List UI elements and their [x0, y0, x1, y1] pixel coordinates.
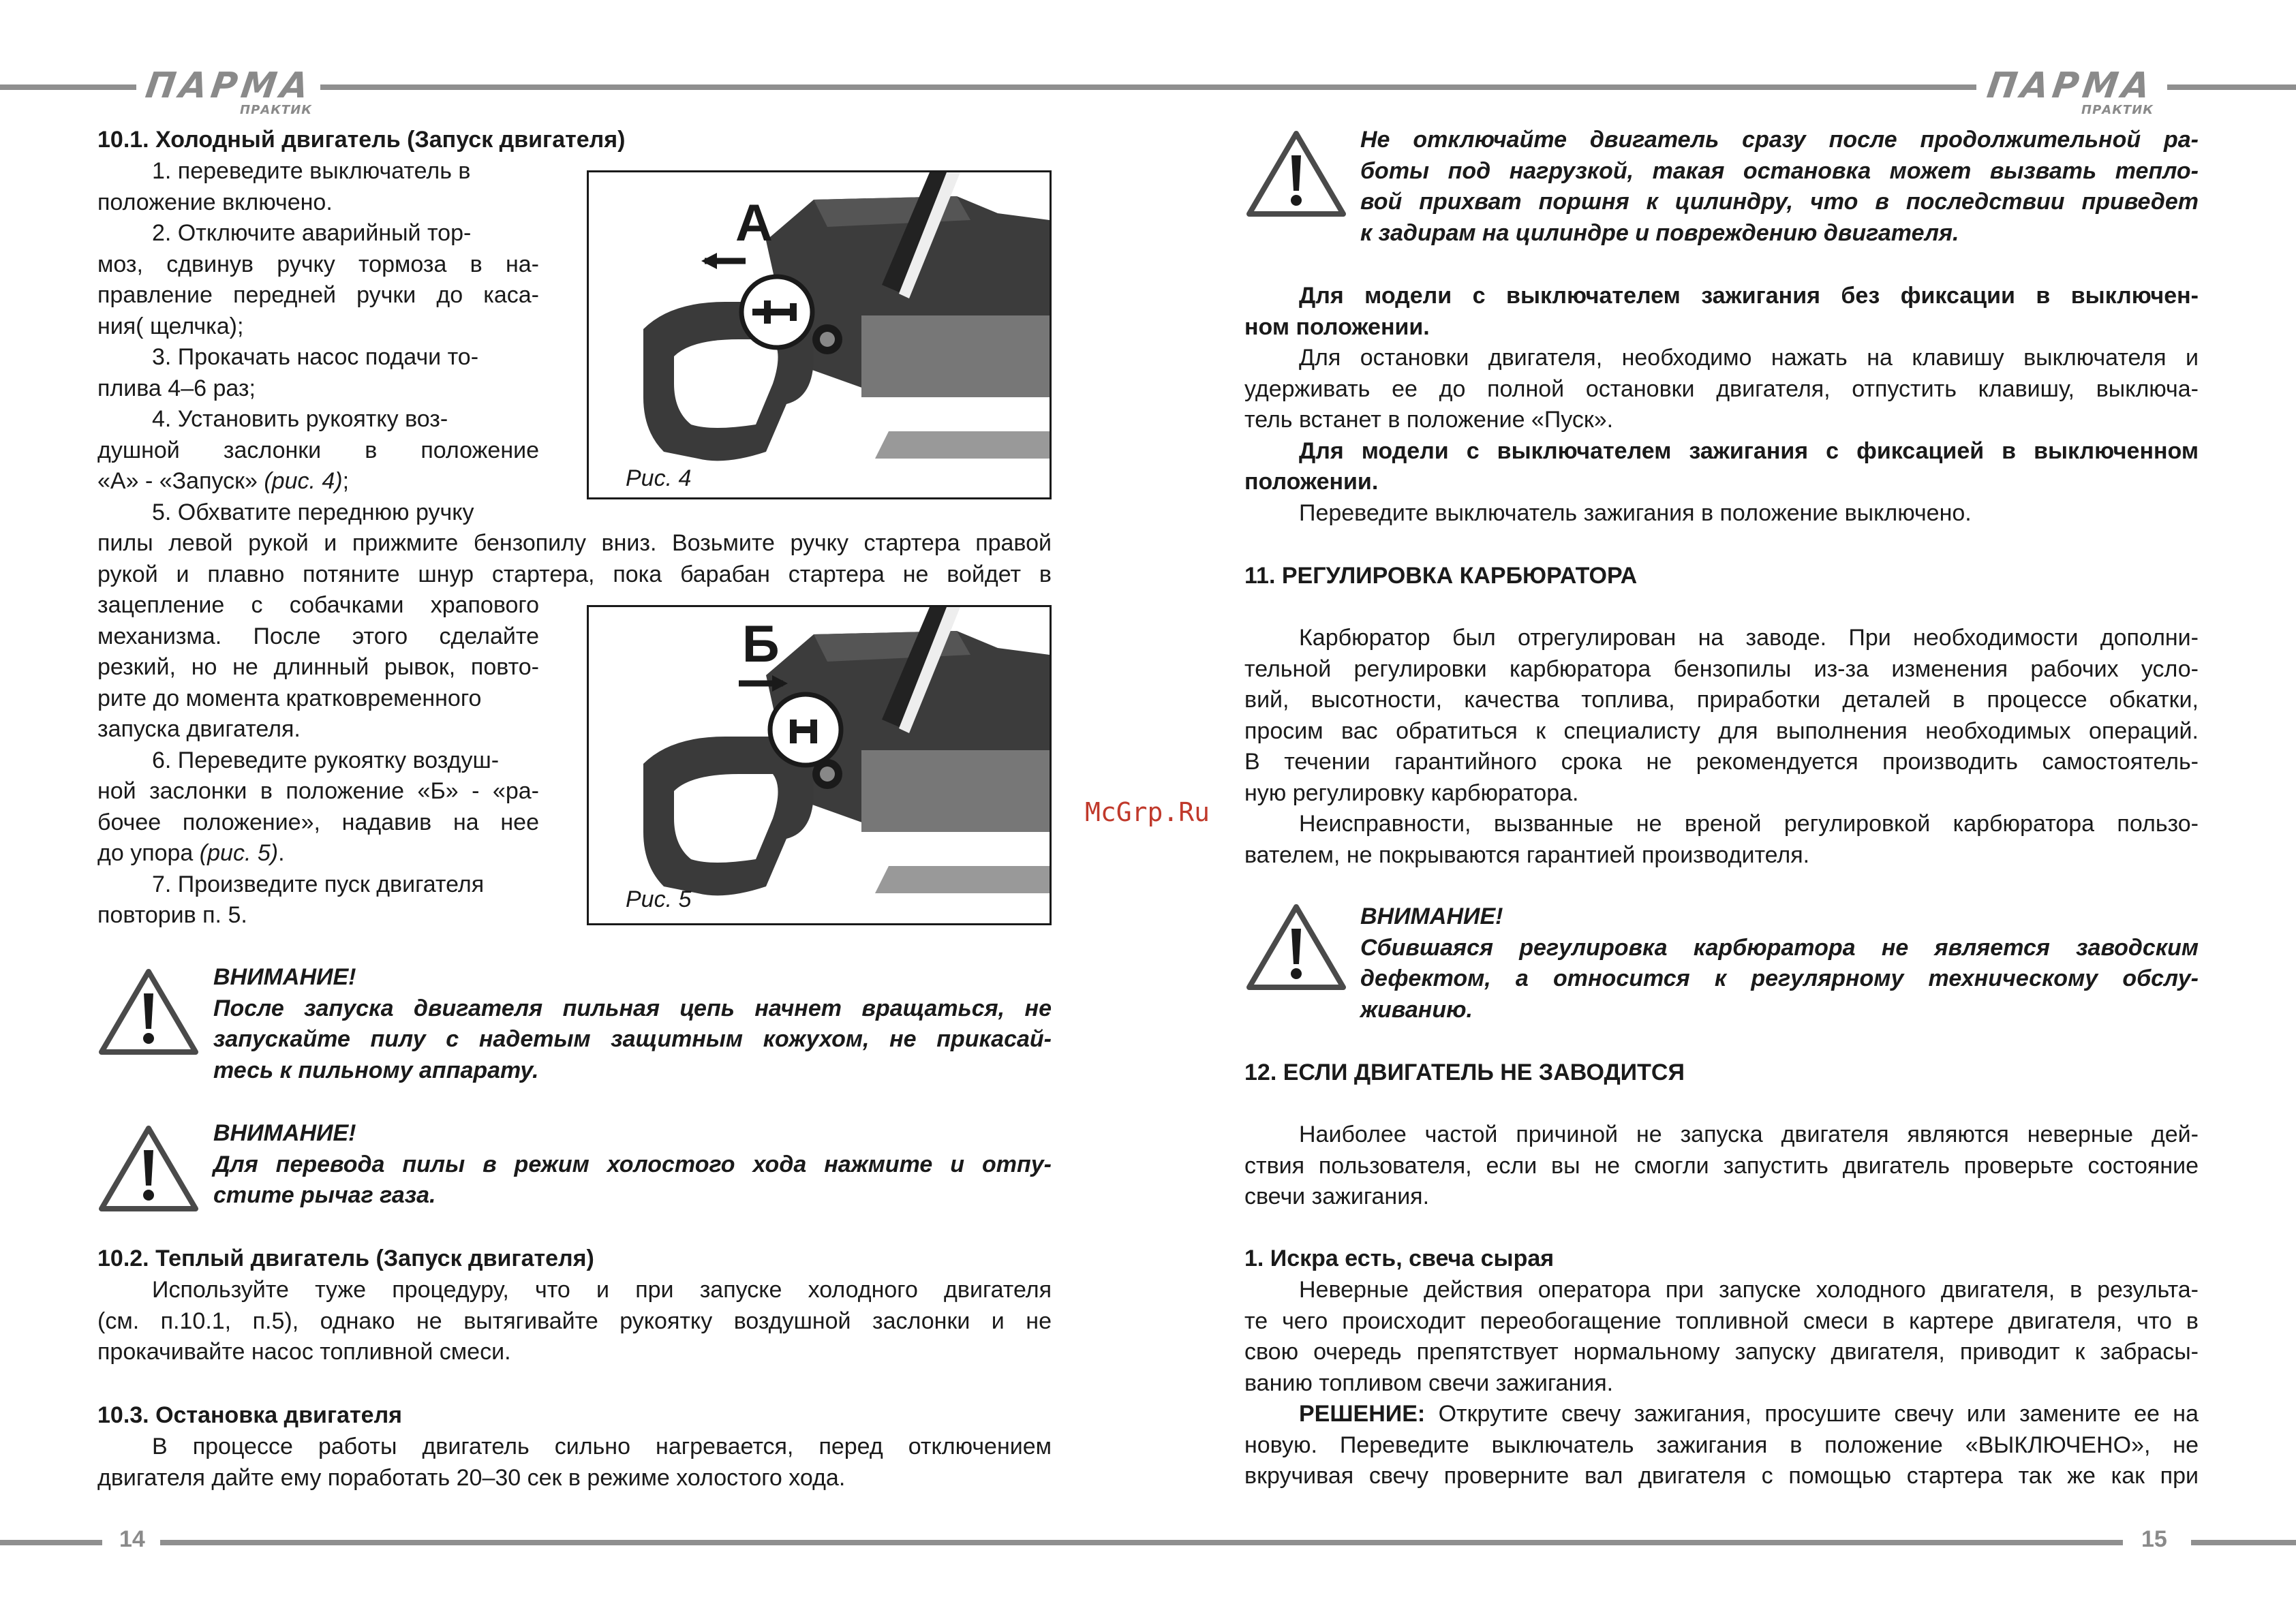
text-line: 6. Переведите рукоятку воздуш- [152, 747, 500, 773]
section-12-title: 12. ЕСЛИ ДВИГАТЕЛЬ НЕ ЗАВОДИТСЯ [1244, 1060, 1685, 1085]
text-line: те чего происходит переобогащение топливной смеси в картере двигателя, что в [1244, 1308, 2199, 1334]
text-line: 2. Отключите аварийный тор- [152, 220, 472, 246]
text-line: Для остановки двигателя, необходимо нажать на клавишу выключателя и [1299, 345, 2199, 371]
text-line: рукой и плавно потяните шнур стартера, пока барабан стартера не войдет в [97, 561, 1052, 587]
warning-engine-stop [1360, 125, 2199, 249]
text-line: 7. Произведите пуск двигателя [152, 871, 485, 897]
text-line: В процессе работы двигатель сильно нагревается, перед отключением [152, 1434, 1052, 1459]
text-line: Используйте туже процедуру, что и при запуске холодного двигателя [152, 1277, 1052, 1303]
text-line: Неверные действия оператора при запуске холодного двигателя, в результа- [1299, 1277, 2199, 1303]
text-span: . [278, 840, 285, 866]
text-line: пилы левой рукой и прижмите бензопилу вниз. Возьмите ручку стартера правой [97, 530, 1052, 556]
text-line: (см. п.10.1, п.5), однако не вытягивайте рукоятку воздушной заслонки и не [97, 1308, 1052, 1334]
text-span: Открутите свечу зажигания, просушите свечу или замените ее на [1438, 1401, 2199, 1427]
text-line: душной заслонки в положение [97, 437, 539, 463]
warning-title: ВНИМАНИЕ! [213, 964, 356, 990]
figure-ref: (рис. 5) [199, 840, 279, 866]
text-line: Карбюратор был отрегулирован на заводе. При необходимости дополни- [1299, 625, 2199, 651]
chainsaw-illustration-choke-run [589, 607, 1050, 923]
page-number-left: 14 [119, 1526, 145, 1552]
text-line: запуска двигателя. [97, 716, 301, 742]
text-line: вкручивая свечу проверните вал двигателя с помощью стартера так же как при [1244, 1463, 2199, 1489]
brand-name: ПАРМА [142, 65, 316, 106]
text-line: тельной регулировки карбюратора бензопилы из-за изменения рабочих усло- [1244, 655, 2199, 682]
section-12-1-text [1244, 1275, 2199, 1492]
warning-3 [1360, 901, 2199, 1025]
brand-sub: ПРАКТИК [240, 103, 312, 117]
text-line: правление передней ручки до каса- [97, 282, 539, 308]
section-10-3-title: 10.3. Остановка двигателя [97, 1402, 403, 1428]
text-line: ванию топливом свечи зажигания. [1244, 1370, 1614, 1396]
text-line: двигателя дайте ему поработать 20–30 сек в режиме холостого хода. [97, 1464, 846, 1491]
text-line: зацепление с собачками храпового [97, 592, 539, 618]
section-12-1-title: 1. Искра есть, свеча сырая [1244, 1246, 1555, 1271]
warning-title: ВНИМАНИЕ! [1360, 903, 1503, 929]
text-line: ном положении. [1244, 313, 1430, 340]
figure-5 [587, 605, 1052, 925]
footer-rule-middle [160, 1540, 2123, 1545]
text-line: свечи зажигания. [1244, 1184, 1430, 1209]
warning-line: дефектом, а относится к регулярному техническому обслу- [1360, 965, 2199, 991]
text-line: свою очередь препятствует нормальному запуску двигателя, приводит к забрасы- [1244, 1339, 2199, 1365]
text-line: бочее положение», надавив на нее [97, 809, 539, 835]
warning-line: Не отключайте двигатель сразу после продолжительной ра- [1360, 127, 2199, 153]
brand-sub: ПРАКТИК [2081, 103, 2154, 117]
text-line: Наиболее частой причиной не запуска двигателя являются неверные дей- [1299, 1122, 2199, 1147]
section-10-2-title: 10.2. Теплый двигатель (Запуск двигателя) [97, 1246, 594, 1271]
watermark: McGrp.Ru [1085, 797, 1210, 827]
text-line: вателем, не покрываются гарантией производителя. [1244, 841, 1810, 868]
section-10-1-title: 10.1. Холодный двигатель (Запуск двигателя) [97, 127, 626, 153]
text-line: тель встанет в положение «Пуск». [1244, 407, 1614, 433]
text-line: повторив п. 5. [97, 902, 247, 928]
choke-letter-b: Б [742, 615, 780, 673]
section-11-title: 11. РЕГУЛИРОВКА КАРБЮРАТОРА [1244, 563, 1638, 589]
text-line: положение включено. [97, 189, 333, 215]
warning-line: боты под нагрузкой, такая остановка может вызвать тепло- [1360, 157, 2199, 184]
warning-triangle-icon [1245, 901, 1347, 991]
warning-title: ВНИМАНИЕ! [213, 1120, 356, 1146]
text-line: механизма. После этого сделайте [97, 623, 539, 649]
warning-line: к задирам на цилиндре и повреждению двигателя. [1360, 219, 1959, 246]
text-line: резкий, но не длинный рывок, повто- [97, 654, 539, 680]
choke-letter-a: А [735, 194, 773, 252]
section-10-1-full-width [97, 528, 1052, 590]
section-10-1-text-block-2 [97, 590, 539, 931]
figure-ref: (рис. 4) [264, 468, 343, 494]
text-line: моз, сдвинув ручку тормоза в на- [97, 251, 539, 277]
text-line [97, 838, 539, 869]
text-line: рите до момента кратковременного [97, 685, 482, 711]
text-line: ную регулировку карбюратора. [1244, 779, 1579, 806]
warning-line: Для перевода пилы в режим холостого хода нажмите и отпу- [213, 1151, 1052, 1177]
text-line: Для модели с выключателем зажигания без фиксации в выключен- [1299, 283, 2199, 309]
warning-line: После запуска двигателя пильная цепь начнет вращаться, не [213, 995, 1052, 1021]
header-rule-left-b [320, 84, 1976, 90]
section-11-text [1244, 623, 2199, 871]
text-line: плива 4–6 раз; [97, 375, 256, 401]
text-line: прокачивайте насос топливной смеси. [97, 1339, 511, 1365]
footer-rule-right [2191, 1540, 2296, 1545]
text-line: новую. Переведите выключатель зажигания в положение «ВЫКЛЮЧЕНО», не [1244, 1432, 2199, 1458]
text-line: В течении гарантийного срока не рекомендуется производить самостоятель- [1244, 749, 2199, 775]
warning-2 [213, 1118, 1052, 1211]
section-10-1-text-block [97, 156, 539, 528]
warning-line: запускайте пилу с надетым защитным кожухом, не прикасай- [213, 1026, 1052, 1052]
warning-triangle-icon [97, 966, 200, 1056]
text-line: ствия пользователя, если вы не смогли запустить двигатель проверьте состояние [1244, 1152, 2199, 1179]
warning-1 [213, 962, 1052, 1086]
text-line: ния( щелчка); [97, 313, 244, 339]
figure-5-caption: Рис. 5 [626, 886, 692, 912]
brand-name: ПАРМА [1984, 65, 2157, 106]
brand-logo-right [1983, 65, 2157, 117]
text-line: вий, высотности, качества топлива, приработки деталей в процессе обкатки, [1244, 687, 2199, 713]
text-line: 5. Обхватите переднюю ручку [152, 499, 474, 525]
page-number-right: 15 [2141, 1526, 2167, 1552]
text-line: просим вас обратиться к специалисту для выполнения необходимых операций. [1244, 717, 2199, 744]
warning-line: вой прихват поршня к цилиндру, что в последствии приведет [1360, 189, 2199, 215]
warning-triangle-icon [1245, 128, 1347, 218]
text-line: Неисправности, вызванные не вреной регулировкой карбюратора пользо- [1299, 811, 2199, 837]
warning-triangle-icon [97, 1123, 200, 1213]
header-rule-left-a [0, 84, 136, 90]
text-line [1244, 1399, 2199, 1430]
text-line: 1. переведите выключатель в [152, 158, 471, 184]
brand-logo-left [142, 65, 316, 117]
figure-4-caption: Рис. 4 [626, 465, 692, 491]
footer-rule-left-a [0, 1540, 102, 1545]
model-without-lock [1244, 281, 2199, 529]
section-10-2-text [97, 1275, 1052, 1368]
text-line: 3. Прокачать насос подачи то- [152, 344, 479, 370]
warning-line: тесь к пильному аппарату. [213, 1057, 539, 1083]
warning-line: Сбившаяся регулировка карбюратора не является заводским [1360, 934, 2199, 961]
text-span: ; [342, 468, 350, 494]
header-rule-right [2167, 84, 2296, 90]
section-12-text [1244, 1119, 2199, 1213]
text-span: до упора [97, 840, 194, 866]
text-line [97, 466, 539, 497]
text-line: 4. Установить рукоятку воз- [152, 406, 448, 432]
figure-4 [587, 170, 1052, 499]
text-line: положении. [1244, 469, 1379, 495]
warning-line: живанию. [1360, 996, 1473, 1023]
text-line: Для модели с выключателем зажигания с фиксацией в выключенном [1299, 437, 2199, 464]
warning-line: стите рычаг газа. [213, 1182, 436, 1208]
section-10-3-text [97, 1432, 1052, 1494]
text-line: ной заслонки в положение «Б» - «ра- [97, 778, 539, 804]
solution-label: РЕШЕНИЕ: [1299, 1401, 1426, 1427]
text-line: удерживать ее до полной остановки двигателя, отпустить клавишу, выключа- [1244, 375, 2199, 402]
text-span: «А» - «Запуск» [97, 468, 258, 494]
chainsaw-illustration-choke-start [589, 172, 1050, 497]
text-line: Переведите выключатель зажигания в положение выключено. [1299, 499, 1972, 526]
